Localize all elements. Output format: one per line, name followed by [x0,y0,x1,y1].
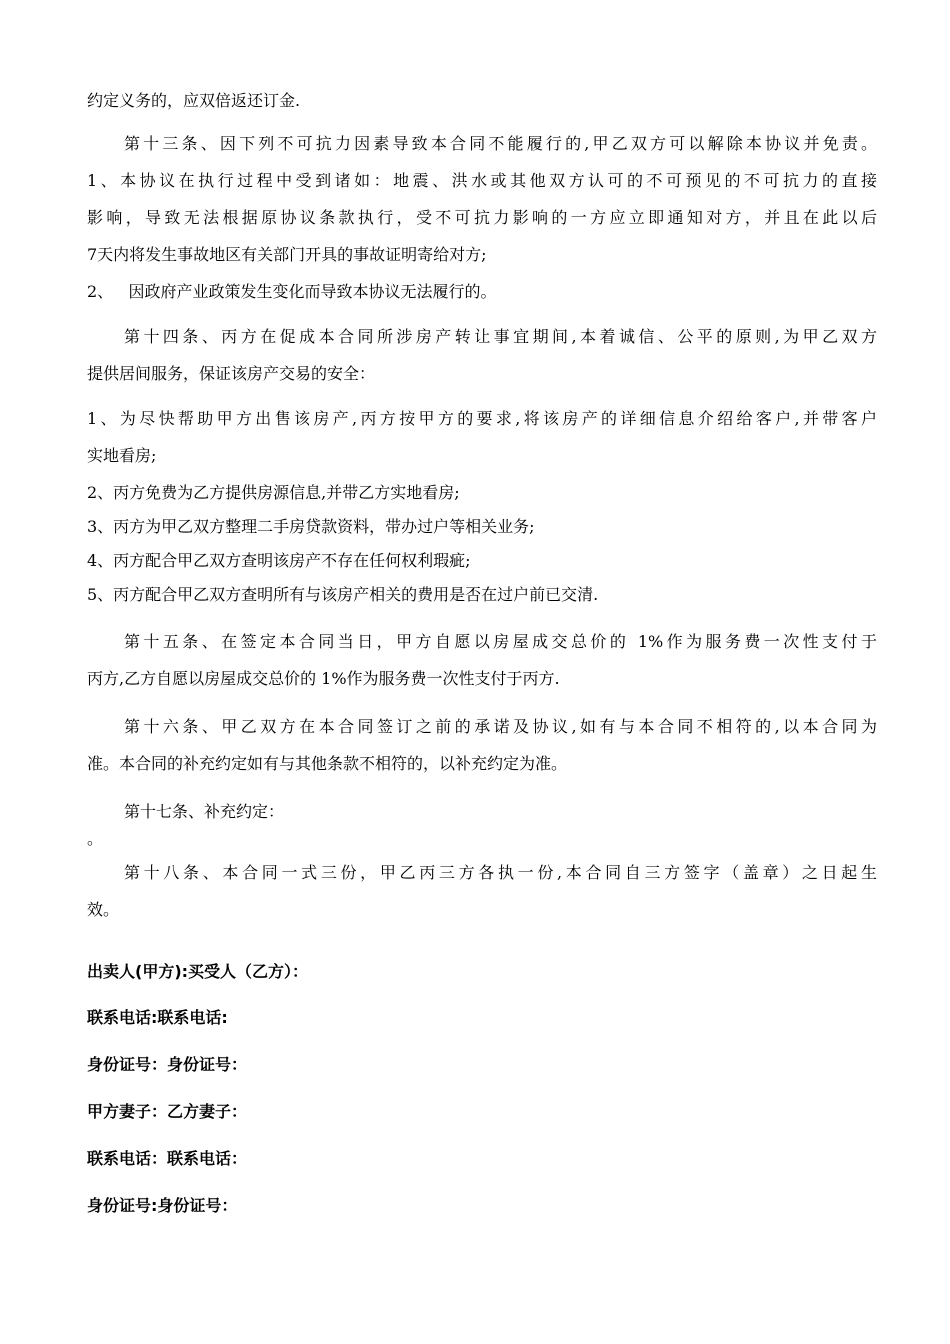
article-13-heading: 第十三条、因下列不可抗力因素导致本合同不能履行的,甲乙双方可以解除本协议并免责。 [124,134,877,153]
article-18-line: 效。 [87,900,120,919]
article-15-heading: 第十五条、在签定本合同当日，甲方自愿以房屋成交总价的 1%作为服务费一次性支付于 [124,632,877,651]
article-13-line: 影响，导致无法根据原协议条款执行，受不可抗力影响的一方应立即通知对方，并且在此以后 [87,208,877,227]
article-14-item: 3、丙方为甲乙双方整理二手房贷款资料，带办过户等相关业务; [87,517,535,536]
article-17-heading: 第十七条、补充约定： [124,802,285,821]
signature-id-number: 身份证号：身份证号： [87,1055,248,1074]
signature-id-number: 身份证号:身份证号： [87,1196,238,1215]
paragraph-line: 约定义务的，应双倍返还订金. [87,91,301,110]
signature-spouses: 甲方妻子：乙方妻子： [87,1102,248,1121]
article-14-item: 1、为尽快帮助甲方出售该房产,丙方按甲方的要求,将该房产的详细信息介绍给客户,并带客户 [87,409,877,428]
article-13-line: 2、 因政府产业政策发生变化而导致本协议无法履行的。 [87,282,497,301]
article-14-item: 实地看房; [87,446,157,465]
article-13-line: 7天内将发生事故地区有关部门开具的事故证明寄给对方; [87,245,487,264]
article-14-heading: 第十四条、丙方在促成本合同所涉房产转让事宜期间,本着诚信、公平的原则,为甲乙双方 [124,327,877,346]
article-17-line: 。 [87,829,104,848]
article-14-item: 4、丙方配合甲乙双方查明该房产不存在任何权利瑕疵; [87,551,471,570]
article-18-heading: 第十八条、本合同一式三份，甲乙丙三方各执一份,本合同自三方签字（盖章）之日起生 [124,863,877,882]
article-14-item: 5、丙方配合甲乙双方查明所有与该房产相关的费用是否在过户前已交清. [87,585,599,604]
article-16-heading: 第十六条、甲乙双方在本合同签订之前的承诺及协议,如有与本合同不相符的,以本合同为 [124,717,877,736]
article-14-line: 提供居间服务，保证该房产交易的安全： [87,364,376,383]
signature-phone: 联系电话:联系电话: [87,1008,228,1027]
article-15-line: 丙方,乙方自愿以房屋成交总价的 1%作为服务费一次性支付于丙方. [87,669,560,688]
article-16-line: 准。本合同的补充约定如有与其他条款不相符的，以补充约定为准。 [87,754,568,773]
signature-seller-buyer: 出卖人(甲方):买受人（乙方）： [87,962,309,981]
article-14-item: 2、丙方免费为乙方提供房源信息,并带乙方实地看房; [87,483,460,502]
signature-phone: 联系电话：联系电话： [87,1149,248,1168]
article-13-line: 1、本协议在执行过程中受到诸如：地震、洪水或其他双方认可的不可预见的不可抗力的直接 [87,171,877,190]
